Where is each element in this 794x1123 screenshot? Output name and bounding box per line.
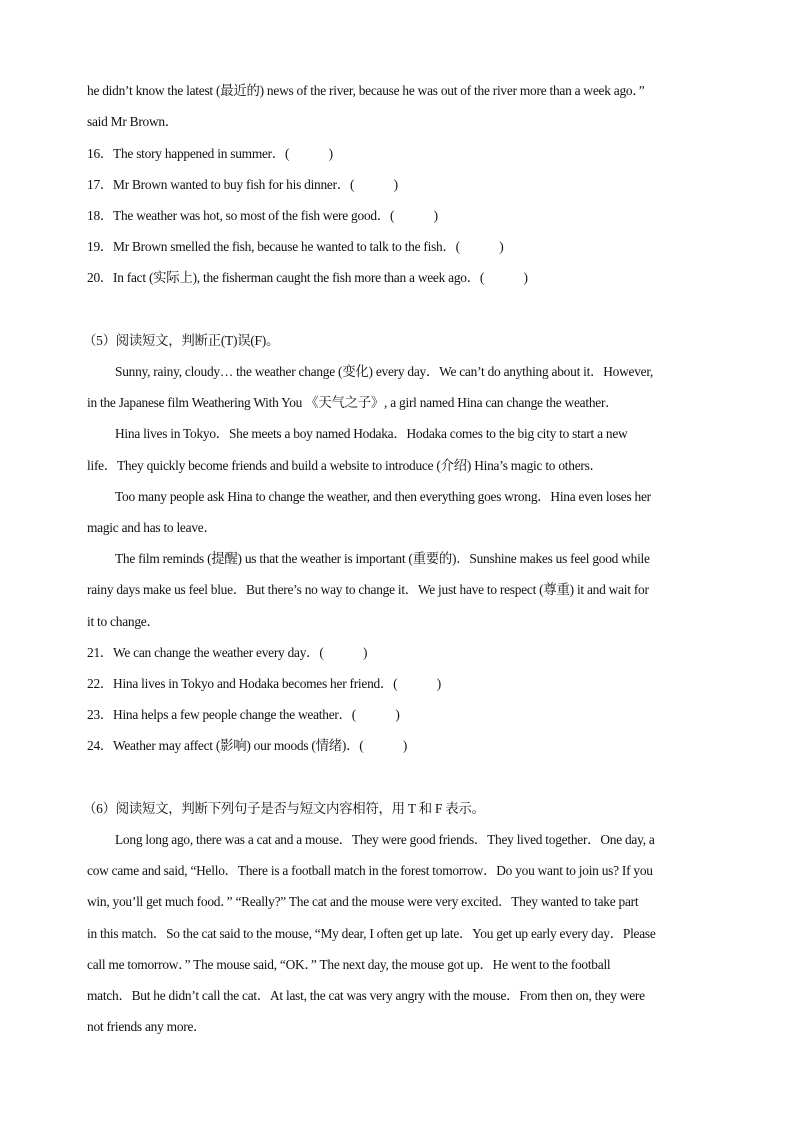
section-5-heading: （5）阅读短文，判断正(T)误(F)。 <box>83 333 280 348</box>
passage-line: cow came and said, “Hello．There is a football match in the forest tomorrow．Do you want to join us? If you <box>87 863 653 878</box>
passage-line: in the Japanese film Weathering With You 《天气之子》, a girl named Hina can change the weather． <box>87 395 619 410</box>
passage-line: rainy days make us feel blue．But there’s no way to change it．We just have to respect (尊重) it and wait for <box>87 582 649 597</box>
passage-line: Sunny, rainy, cloudy… the weather change (变化) every day．We can’t do anything about it．However, <box>115 364 654 379</box>
question-16: 16．The story happened in summer．( ) <box>87 146 333 161</box>
question-23: 23．Hina helps a few people change the weather．( ) <box>87 707 400 722</box>
passage-line: call me tomorrow．” The mouse said, “OK．” The next day, the mouse got up．He went to the football <box>87 957 611 972</box>
passage-line: not friends any more． <box>87 1019 207 1034</box>
passage-line: The film reminds (提醒) us that the weather is important (重要的)．Sunshine makes us feel good while <box>115 551 650 566</box>
question-17: 17．Mr Brown wanted to buy fish for his dinner．( ) <box>87 177 398 192</box>
passage-line: in this match．So the cat said to the mouse, “My dear, I often get up late．You get up early every day．Please <box>87 926 656 941</box>
question-20: 20．In fact (实际上), the fisherman caught the fish more than a week ago．( ) <box>87 270 528 285</box>
question-19: 19．Mr Brown smelled the fish, because he wanted to talk to the fish．( ) <box>87 239 504 254</box>
passage-line: magic and has to leave． <box>87 520 217 535</box>
passage-line: win, you’ll get much food．” “Really?” The cat and the mouse were very excited．They wanted to take part <box>87 894 639 909</box>
question-21: 21．We can change the weather every day．( ) <box>87 645 368 660</box>
section-6-heading: （6）阅读短文，判断下列句子是否与短文内容相符，用 T 和 F 表示。 <box>83 801 485 816</box>
passage-line: he didn’t know the latest (最近的) news of the river, because he was out of the river more than a week ago．” <box>87 83 645 98</box>
passage-line: life．They quickly become friends and build a website to introduce (介绍) Hina’s magic to others． <box>87 458 603 473</box>
passage-line: Long long ago, there was a cat and a mouse．They were good friends．They lived together．One day, a <box>115 832 655 847</box>
question-18: 18．The weather was hot, so most of the fish were good．( ) <box>87 208 438 223</box>
question-22: 22．Hina lives in Tokyo and Hodaka becomes her friend．( ) <box>87 676 441 691</box>
passage-line: it to change． <box>87 614 160 629</box>
passage-line: Too many people ask Hina to change the weather, and then everything goes wrong．Hina even loses her <box>115 489 651 504</box>
passage-line: said Mr Brown． <box>87 114 178 129</box>
passage-line: match．But he didn’t call the cat．At last, the cat was very angry with the mouse．From then on, they were <box>87 988 645 1003</box>
question-24: 24．Weather may affect (影响) our moods (情绪)．( ) <box>87 738 408 753</box>
passage-line: Hina lives in Tokyo．She meets a boy named Hodaka．Hodaka comes to the big city to start a new <box>115 426 628 441</box>
